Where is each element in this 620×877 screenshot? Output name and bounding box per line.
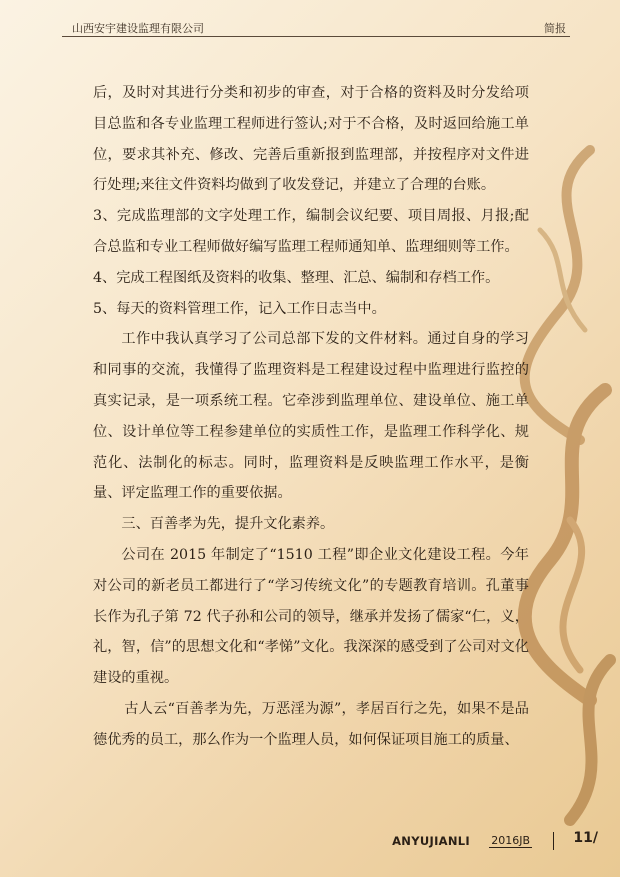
page-number: 11/	[573, 830, 598, 846]
section-heading: 三、百善孝为先，提升文化素养。	[121, 516, 335, 533]
list-item-5: 5、每天的资料管理工作，记入工作日志当中。	[93, 300, 386, 317]
footer-issue: 2016JB	[491, 834, 530, 847]
paragraph-quote: 古人云“百善孝为先，万恶淫为源”，孝居百行之先，如果不是品德优秀的员工，那么作为一个监理人员，如何保证项目施工的质量、	[93, 700, 529, 748]
section-title: 简报	[544, 22, 566, 35]
page-header	[62, 20, 570, 37]
article-body	[93, 78, 529, 756]
list-item-4: 4、完成工程图纸及资料的收集、整理、汇总、编制和存档工作。	[93, 269, 500, 286]
company-name: 山西安宇建设监理有限公司	[72, 22, 204, 35]
footer-brand: ANYUJIANLI	[392, 834, 470, 848]
paragraph-continuation: 后，及时对其进行分类和初步的审查，对于合格的资料及时分发给项目总监和各专业监理工程师进行签认;对于不合格，及时返回给施工单位，要求其补充、修改、完善后重新报到监理部，并按程序对文件进行处理;来往文件资料均做到了收发登记，并建立了合理的台账。	[93, 85, 529, 194]
paragraph-reflection: 工作中我认真学习了公司总部下发的文件材料。通过自身的学习和同事的交流，我懂得了监理资料是工程建设过程中监理进行监控的真实记录，是一项系统工程。它牵涉到监理单位、建设单位、施工单位、设计单位等工程参建单位的实质性工作，是监理工作科学化、规范化、法制化的标志。同时，监理资料是反映监理工作水平，是衡量、评定监理工作的重要依据。	[93, 331, 529, 502]
footer-divider	[553, 832, 554, 850]
list-item-3: 3、完成监理部的文字处理工作，编制会议纪要、项目周报、月报;配合总监和专业工程师做好编写监理工程师通知单、监理细则等工作。	[93, 208, 529, 255]
paragraph-culture: 公司在 2015 年制定了“1510 工程”即企业文化建设工程。今年对公司的新老员工都进行了“学习传统文化”的专题教育培训。孔董事长作为孔子第 72 代子孙和公司的领导，继承并发扬了儒家“仁，义，礼，智，信”的思想文化和“孝悌”文化。我深深的感受到了公司对文化建设的重视。	[93, 546, 529, 687]
